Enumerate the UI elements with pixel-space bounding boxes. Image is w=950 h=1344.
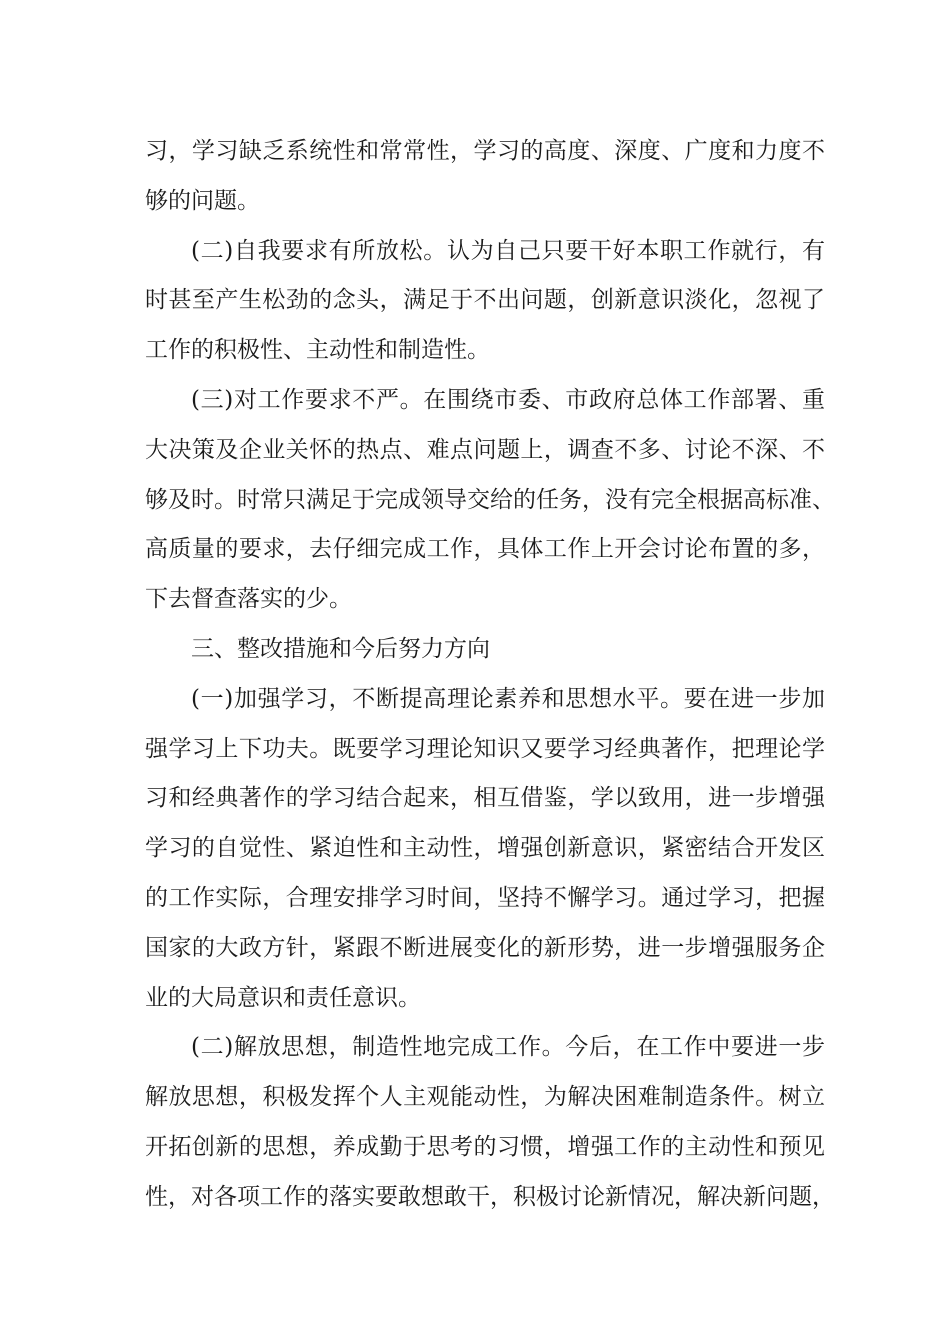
text-line: (三)对工作要求不严。在围绕市委、市政府总体工作部署、重: [191, 386, 825, 413]
text-line: 时甚至产生松劲的念头，满足于不出问题，创新意识淡化，忽视了: [145, 287, 825, 314]
text-line: 学习的自觉性、紧迫性和主动性，增强创新意识，紧密结合开发区: [145, 835, 825, 862]
text-line: 国家的大政方针，紧跟不断进展变化的新形势，进一步增强服务企: [145, 934, 825, 961]
text-line: 性，对各项工作的落实要敢想敢干，积极讨论新情况，解决新问题，: [145, 1183, 835, 1210]
text-line: 开拓创新的思想，养成勤于思考的习惯，增强工作的主动性和预见: [145, 1133, 825, 1160]
text-line: 工作的积极性、主动性和制造性。: [145, 337, 490, 364]
text-line: 习，学习缺乏系统性和常常性，学习的高度、深度、广度和力度不: [145, 138, 825, 164]
text-line: 下去督查落实的少。: [145, 586, 352, 613]
text-line: 强学习上下功夫。既要学习理论知识又要学习经典著作，把理论学: [145, 735, 825, 762]
text-line: 够的问题。: [145, 187, 260, 214]
text-line: (一)加强学习，不断提高理论素养和思想水平。要在进一步加: [191, 685, 825, 712]
text-line: 解放思想，积极发挥个人主观能动性，为解决困难制造条件。树立: [145, 1084, 825, 1111]
text-line: (二)自我要求有所放松。认为自己只要干好本职工作就行，有: [191, 237, 825, 264]
document-body: [145, 127, 835, 1223]
text-line: 业的大局意识和责任意识。: [145, 984, 421, 1011]
text-line: 高质量的要求，去仔细完成工作，具体工作上开会讨论布置的多，: [145, 536, 825, 563]
text-line: (二)解放思想，制造性地完成工作。今后，在工作中要进一步: [191, 1034, 825, 1061]
text-line: 习和经典著作的学习结合起来，相互借鉴，学以致用，进一步增强: [145, 785, 825, 812]
text-line: 大决策及企业关怀的热点、难点问题上，调查不多、讨论不深、不: [145, 436, 825, 463]
text-line: 够及时。时常只满足于完成领导交给的任务，没有完全根据高标准、: [145, 486, 835, 513]
section-heading: 三、整改措施和今后努力方向: [191, 635, 490, 662]
text-line: 的工作实际，合理安排学习时间，坚持不懈学习。通过学习，把握: [145, 884, 825, 911]
